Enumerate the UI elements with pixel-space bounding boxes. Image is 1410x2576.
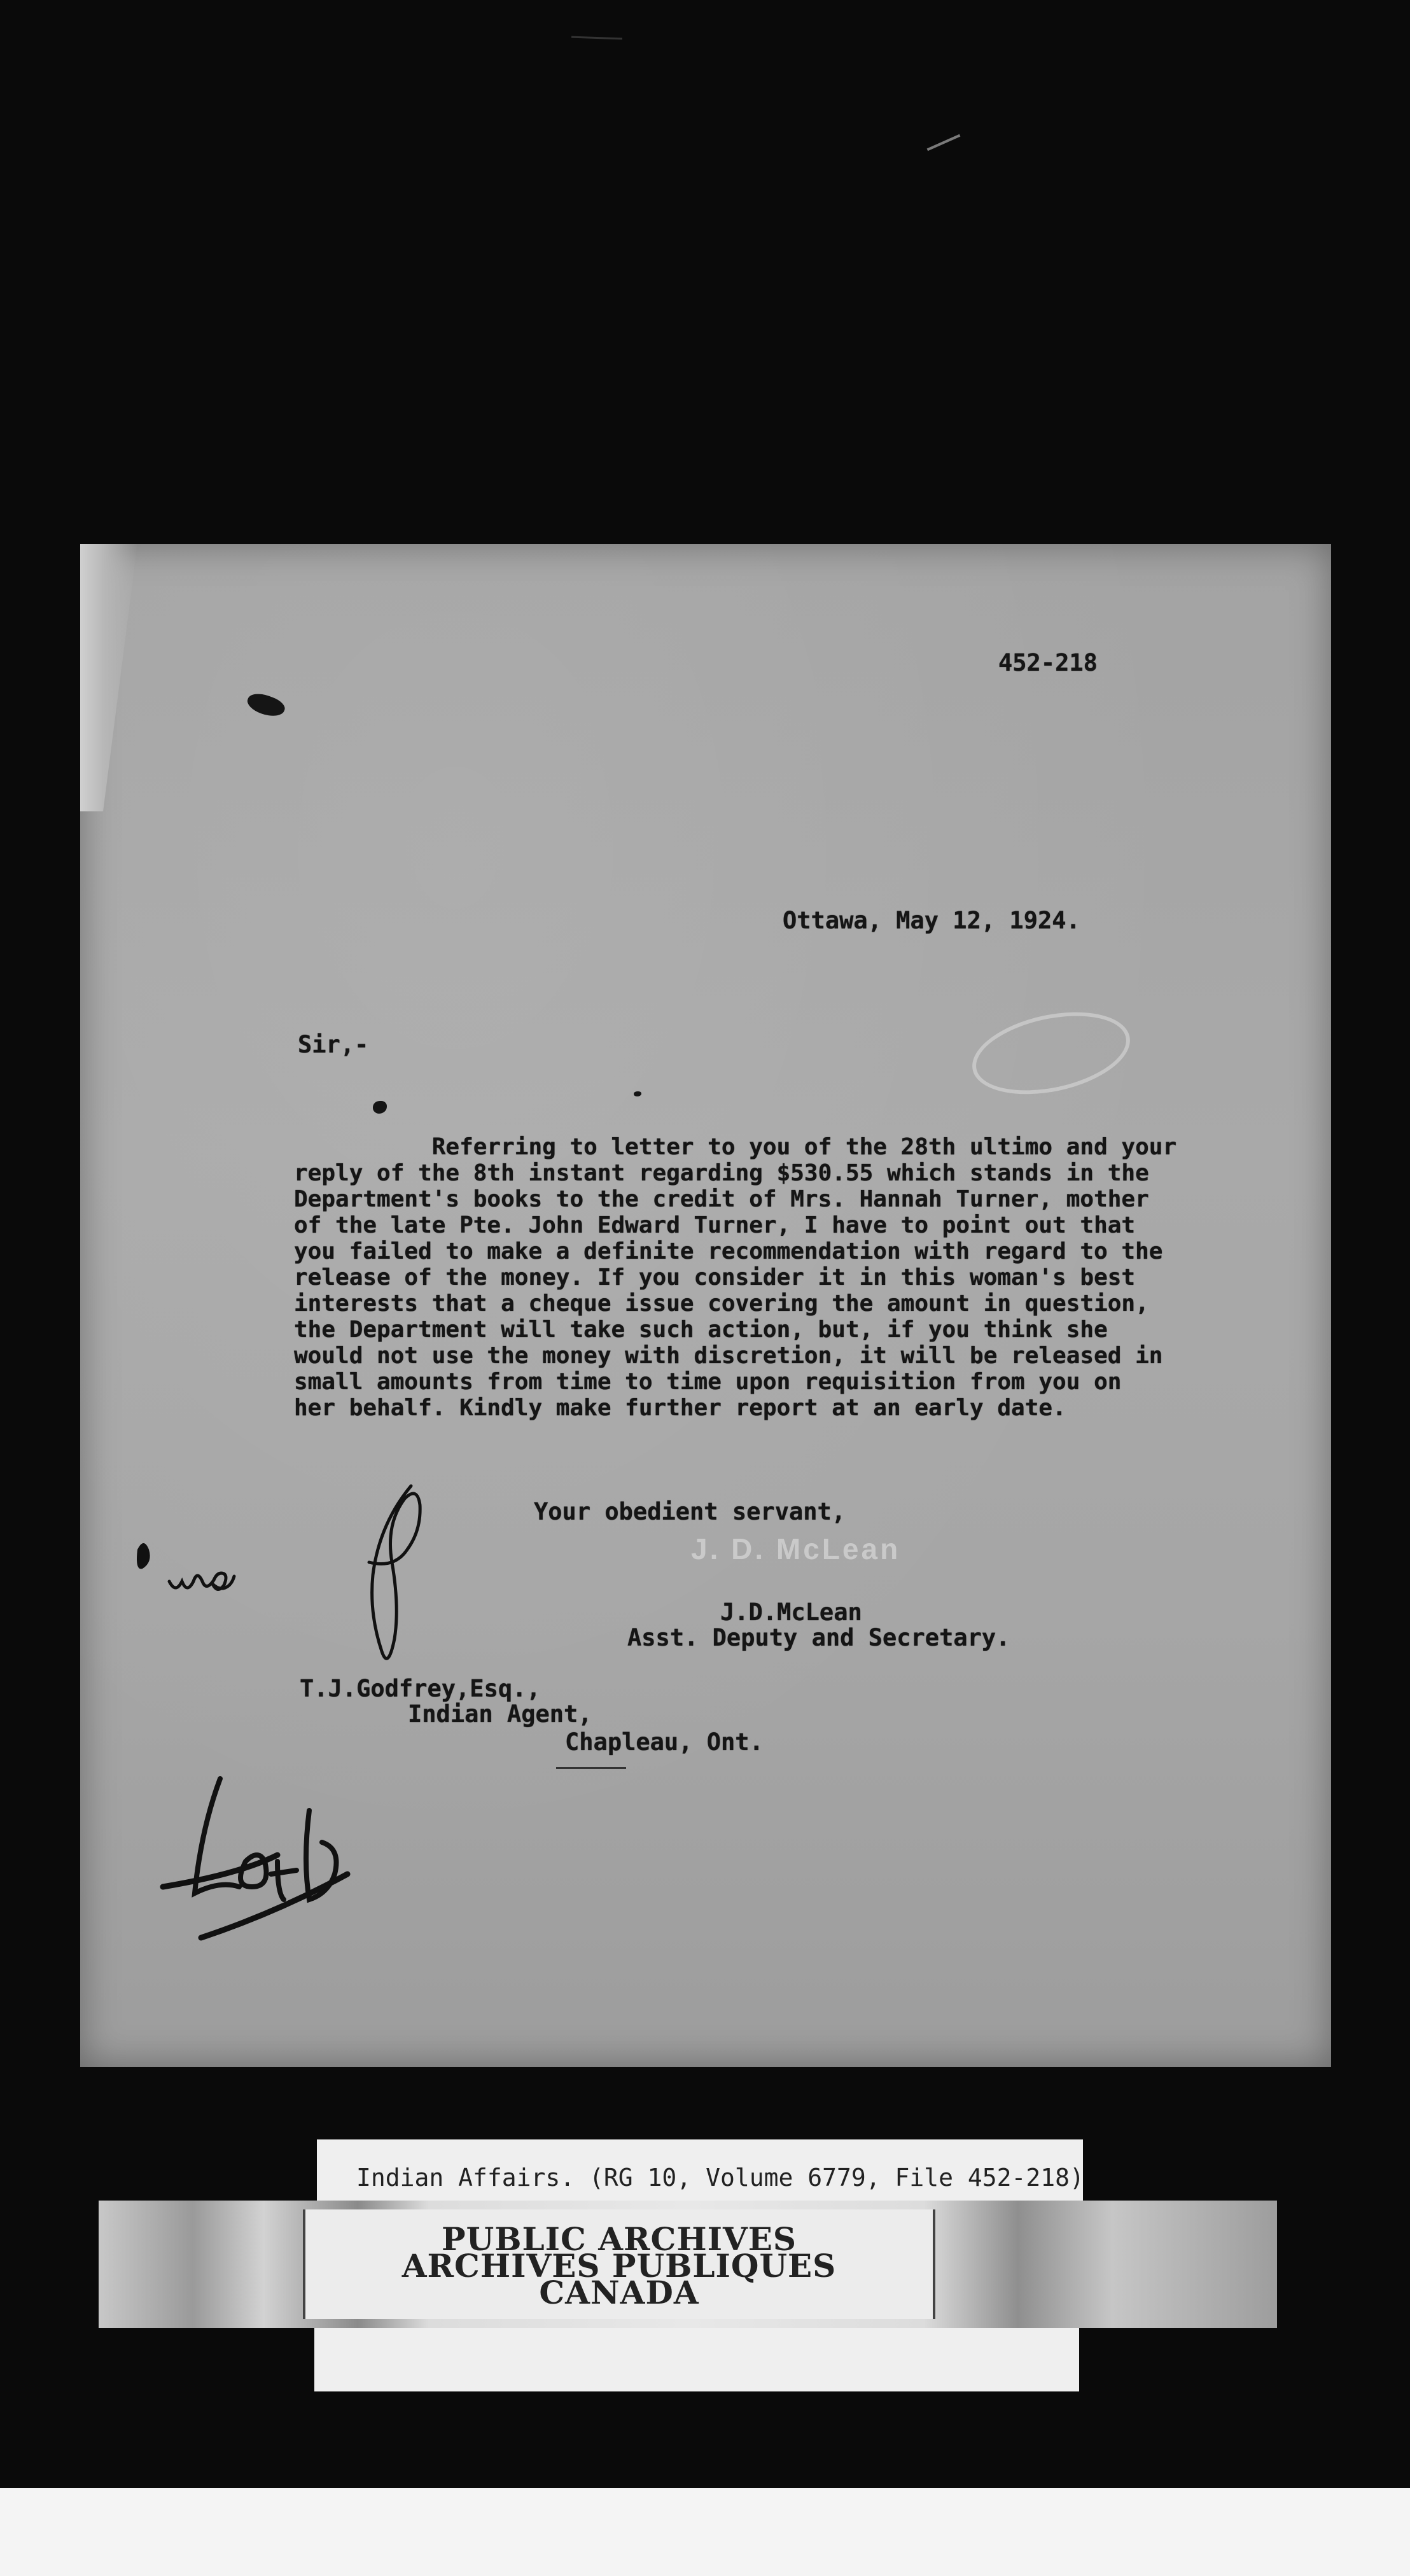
letter-body — [294, 1134, 1363, 1421]
archive-reference-text: Indian Affairs. (RG 10, Volume 6779, File 452-218) — [356, 2164, 1084, 2192]
faint-received-stamp — [965, 999, 1137, 1107]
archive-reference-label — [317, 2139, 1083, 2208]
body-line: Referring to letter to you of the 28th ultimo and your — [294, 1134, 1177, 1160]
archive-stamp-line: PUBLIC ARCHIVES — [442, 2220, 797, 2258]
page-margin — [0, 2488, 1410, 2576]
ink-blot — [634, 1091, 641, 1096]
body-line: the Department will take such action, but, if you think she — [294, 1317, 1108, 1343]
signer-name: J.D.McLean — [720, 1599, 862, 1626]
archive-stamp-line: ARCHIVES PUBLIQUES — [401, 2247, 837, 2285]
ink-blot — [373, 1101, 387, 1114]
ink-blot — [245, 690, 288, 721]
handwritten-signature — [150, 1753, 392, 1944]
closing-line: Your obedient servant, — [534, 1498, 846, 1525]
file-reference: 452-218 — [998, 649, 1098, 676]
addressee-name: T.J.Godfrey,Esq., — [300, 1675, 541, 1702]
body-line: her behalf. Kindly make further report at an early date. — [294, 1395, 1066, 1421]
body-line: of the late Pte. John Edward Turner, I have to point out that — [294, 1212, 1136, 1238]
public-archives-stamp — [303, 2209, 935, 2319]
addressee-location: Chapleau, Ont. — [565, 1728, 764, 1756]
handwritten-initials — [99, 1524, 354, 1620]
archive-stamp-line: CANADA — [539, 2274, 699, 2311]
body-line: interests that a cheque issue covering the amount in question, — [294, 1291, 1149, 1317]
body-line: would not use the money with discretion, it will be released in — [294, 1343, 1163, 1369]
signer-title: Asst. Deputy and Secretary. — [627, 1624, 1010, 1651]
body-line: release of the money. If you consider it in this woman's best — [294, 1264, 1136, 1291]
page-curl — [80, 544, 137, 811]
handwritten-flourish — [341, 1473, 443, 1677]
film-scratch — [571, 36, 622, 40]
body-line: you failed to make a definite recommendation with regard to the — [294, 1238, 1163, 1264]
body-line: Department's books to the credit of Mrs. Hannah Turner, mother — [294, 1186, 1149, 1212]
signature-stamp: J. D. McLean — [691, 1532, 901, 1565]
body-line: reply of the 8th instant regarding $530.55 which stands in the — [294, 1160, 1149, 1186]
date-line: Ottawa, May 12, 1924. — [783, 907, 1080, 934]
body-line: small amounts from time to time upon requisition from you on — [294, 1369, 1122, 1395]
letter-page — [80, 544, 1331, 2067]
salutation: Sir,- — [298, 1031, 369, 1058]
film-scratch — [927, 134, 961, 151]
underline-mark — [556, 1767, 626, 1769]
addressee-position: Indian Agent, — [408, 1700, 592, 1728]
blank-label-strip — [314, 2328, 1079, 2391]
